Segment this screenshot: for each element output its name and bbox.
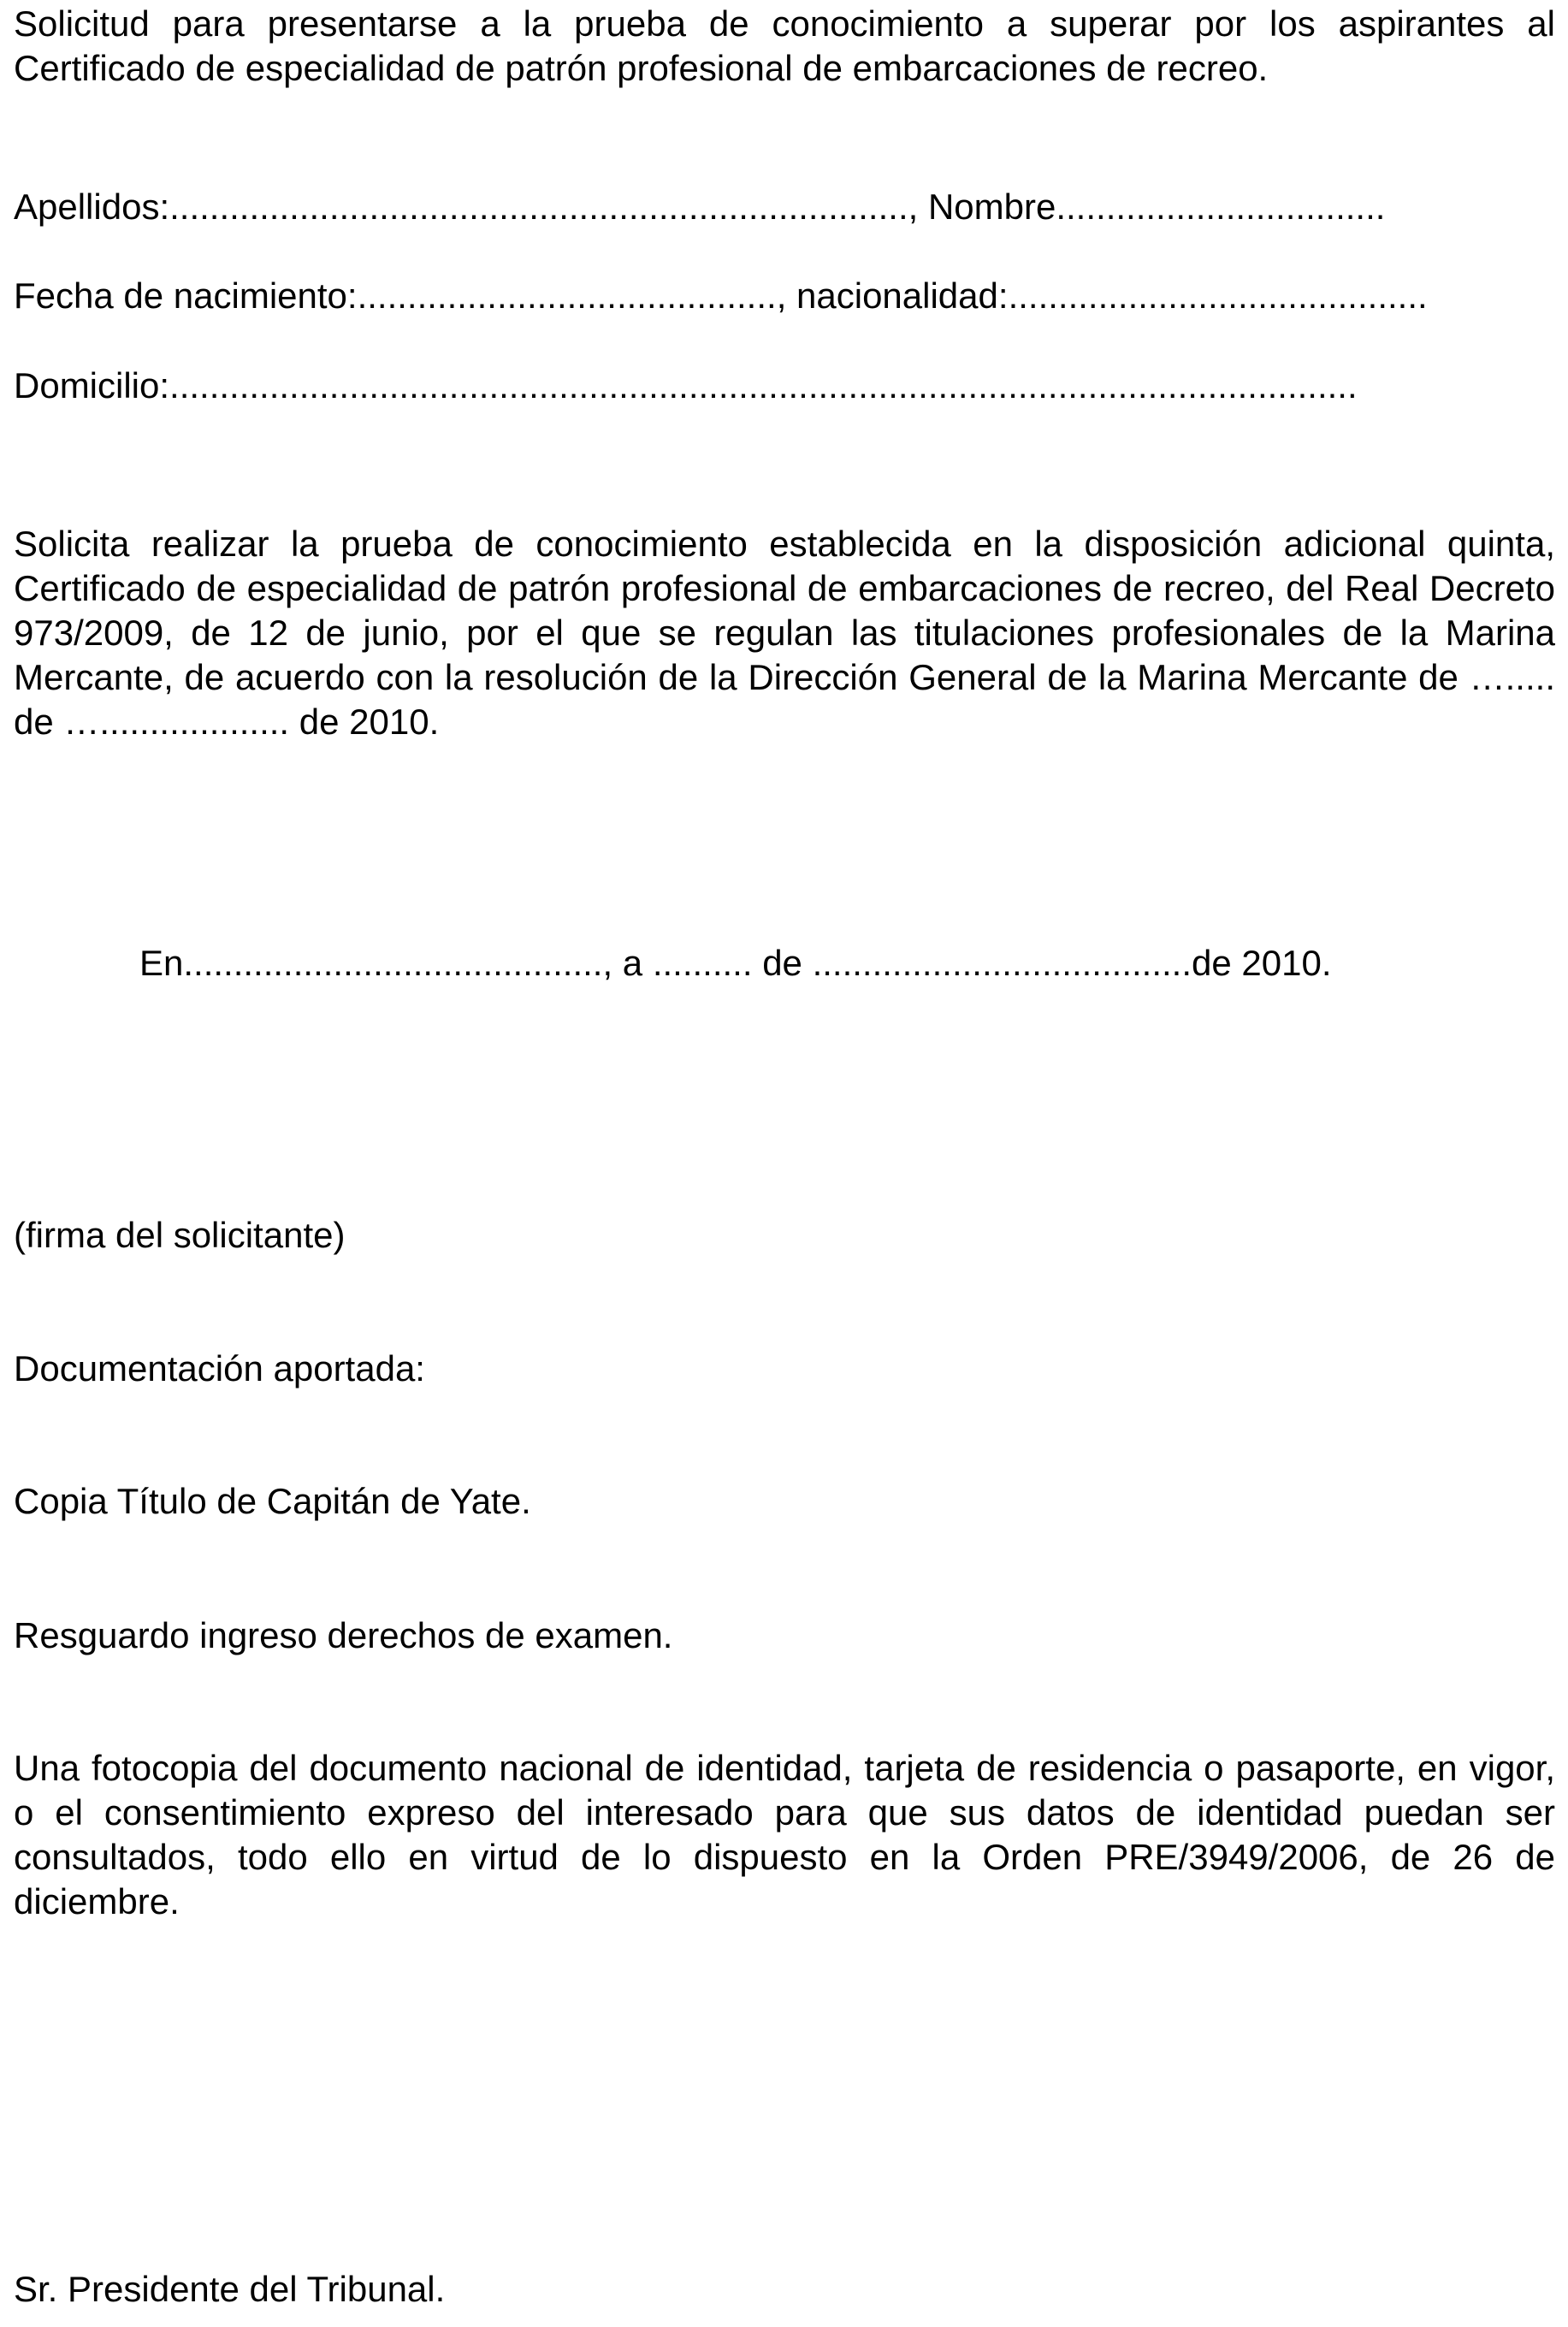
documentation-item-2: Resguardo ingreso derechos de examen. bbox=[14, 1615, 673, 1655]
domicilio-field[interactable]: ....................................................................................................................... bbox=[169, 365, 1358, 406]
nacionalidad-label: , nacionalidad: bbox=[776, 275, 1009, 316]
fecha-nacimiento-field[interactable]: .......................................... bbox=[357, 275, 777, 316]
domicilio-label: Domicilio: bbox=[14, 365, 170, 406]
place-date-line: En.........................................., a .......... de ......................................de 2010. bbox=[139, 943, 1332, 983]
signature-label: (firma del solicitante) bbox=[14, 1215, 346, 1255]
request-paragraph: Solicita realizar la prueba de conocimiento establecida en la disposición adicional quinta, Certificado de especialidad de patrón profesional de embarcaciones de recreo, del Real Decreto 973/2009, de 12 de junio, por el que se regulan las titulaciones profesionales de la Marina Mercante, de acuerdo con la resolución de la Dirección General de la Marina Mercante de …..... de …................... de 2010. bbox=[14, 524, 1555, 742]
addressee-line: Sr. Presidente del Tribunal. bbox=[14, 2269, 446, 2309]
domicilio-row bbox=[14, 364, 1555, 408]
apellidos-label: Apellidos: bbox=[14, 187, 170, 227]
fecha-nacionalidad-row bbox=[14, 274, 1555, 318]
fecha-nacimiento-label: Fecha de nacimiento: bbox=[14, 275, 358, 316]
documentation-heading: Documentación aportada: bbox=[14, 1348, 425, 1389]
documentation-item-3: Una fotocopia del documento nacional de identidad, tarjeta de residencia o pasaporte, en vigor, o el consentimiento expreso del interesado para que sus datos de identidad puedan ser consultados, todo ello en virtud de lo dispuesto en la Orden PRE/3949/2006, de 26 de diciembre. bbox=[14, 1748, 1555, 1921]
nombre-label: , Nombre bbox=[908, 187, 1056, 227]
intro-paragraph: Solicitud para presentarse a la prueba de conocimiento a superar por los aspirantes al Certificado de especialidad de patrón profesional de embarcaciones de recreo. bbox=[14, 3, 1555, 88]
nacionalidad-field[interactable]: .......................................... bbox=[1008, 275, 1428, 316]
apellidos-nombre-row bbox=[14, 185, 1555, 229]
nombre-field[interactable]: ................................. bbox=[1056, 187, 1386, 227]
documentation-item-1: Copia Título de Capitán de Yate. bbox=[14, 1481, 531, 1521]
apellidos-field[interactable]: .......................................................................... bbox=[169, 187, 908, 227]
